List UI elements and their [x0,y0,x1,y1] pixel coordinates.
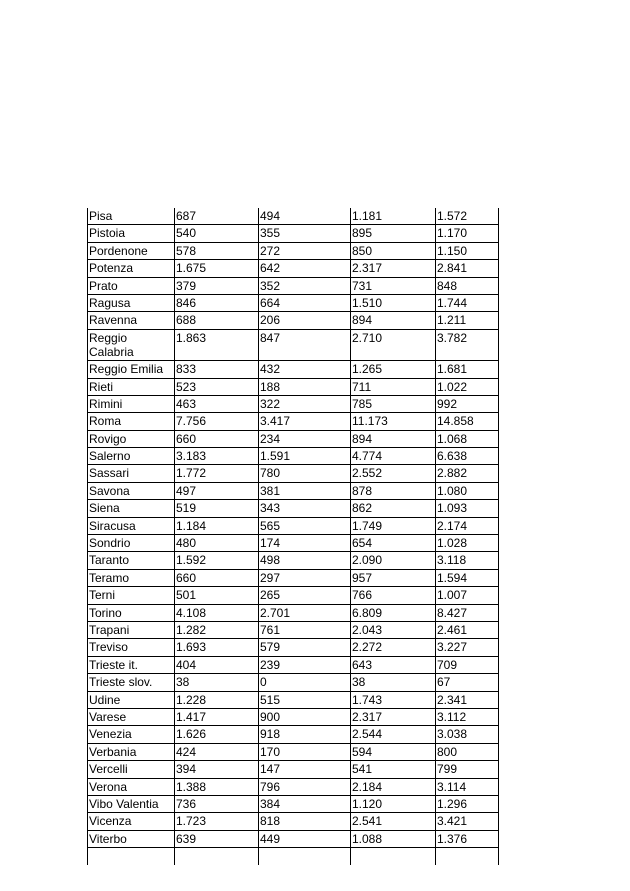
province-cell: Treviso [88,639,175,656]
table-row [88,726,499,743]
province-cell: Taranto [88,552,175,569]
value-cell-1: 688 [175,312,259,329]
value-cell-3: 2.541 [351,813,436,830]
table-row [88,500,499,517]
value-cell-4: 1.022 [436,378,499,395]
empty-row [88,848,499,866]
table-row [88,242,499,259]
value-cell-4: 1.028 [436,535,499,552]
value-cell-3: 2.090 [351,552,436,569]
province-cell: Vibo Valentia [88,795,175,812]
value-cell-3: 2.710 [351,329,436,360]
value-cell-4: 2.341 [436,691,499,708]
value-cell-4: 1.007 [436,587,499,604]
table-row [88,743,499,760]
table-row [88,413,499,430]
table-row [88,708,499,725]
empty-cell [436,848,499,866]
value-cell-1: 1.417 [175,708,259,725]
value-cell-4: 3.114 [436,778,499,795]
value-cell-4: 800 [436,743,499,760]
table-row [88,395,499,412]
value-cell-4: 2.461 [436,621,499,638]
table-row [88,312,499,329]
value-cell-3: 38 [351,674,436,691]
empty-cell [175,848,259,866]
value-cell-4: 2.174 [436,517,499,534]
value-cell-3: 894 [351,430,436,447]
table-row [88,430,499,447]
province-cell: Vicenza [88,813,175,830]
value-cell-1: 480 [175,535,259,552]
value-cell-3: 2.184 [351,778,436,795]
value-cell-2: 642 [259,260,351,277]
value-cell-1: 1.863 [175,329,259,360]
value-cell-1: 1.772 [175,465,259,482]
value-cell-1: 833 [175,361,259,378]
table-row [88,761,499,778]
value-cell-4: 1.068 [436,430,499,447]
table-row [88,656,499,673]
province-cell: Ragusa [88,294,175,311]
empty-cell [259,848,351,866]
value-cell-1: 424 [175,743,259,760]
value-cell-3: 1.510 [351,294,436,311]
table-row [88,778,499,795]
table-row [88,277,499,294]
value-cell-2: 381 [259,482,351,499]
table-row [88,329,499,360]
value-cell-1: 523 [175,378,259,395]
value-cell-3: 766 [351,587,436,604]
value-cell-2: 355 [259,225,351,242]
value-cell-4: 1.744 [436,294,499,311]
value-cell-1: 497 [175,482,259,499]
value-cell-1: 1.184 [175,517,259,534]
province-cell: Torino [88,604,175,621]
province-cell: Pisa [88,208,175,225]
value-cell-1: 1.626 [175,726,259,743]
value-cell-2: 265 [259,587,351,604]
province-cell: Trieste slov. [88,674,175,691]
value-cell-3: 1.743 [351,691,436,708]
table-row [88,465,499,482]
value-cell-4: 8.427 [436,604,499,621]
province-cell: Roma [88,413,175,430]
value-cell-3: 1.749 [351,517,436,534]
value-cell-4: 709 [436,656,499,673]
province-cell: Siena [88,500,175,517]
value-cell-3: 594 [351,743,436,760]
value-cell-3: 541 [351,761,436,778]
value-cell-3: 2.544 [351,726,436,743]
value-cell-4: 3.038 [436,726,499,743]
value-cell-1: 846 [175,294,259,311]
value-cell-2: 579 [259,639,351,656]
value-cell-3: 654 [351,535,436,552]
value-cell-3: 878 [351,482,436,499]
value-cell-4: 1.170 [436,225,499,242]
value-cell-2: 384 [259,795,351,812]
value-cell-2: 2.701 [259,604,351,621]
table-row [88,639,499,656]
value-cell-2: 170 [259,743,351,760]
value-cell-1: 1.723 [175,813,259,830]
value-cell-1: 3.183 [175,448,259,465]
table-row [88,448,499,465]
value-cell-4: 992 [436,395,499,412]
value-cell-4: 1.572 [436,208,499,225]
value-cell-1: 540 [175,225,259,242]
province-cell: Sondrio [88,535,175,552]
value-cell-1: 660 [175,569,259,586]
value-cell-4: 3.782 [436,329,499,360]
value-cell-1: 7.756 [175,413,259,430]
value-cell-3: 1.265 [351,361,436,378]
value-cell-1: 519 [175,500,259,517]
province-cell: Siracusa [88,517,175,534]
value-cell-1: 394 [175,761,259,778]
table-row [88,378,499,395]
value-cell-2: 847 [259,329,351,360]
value-cell-1: 1.282 [175,621,259,638]
value-cell-4: 1.211 [436,312,499,329]
value-cell-4: 3.421 [436,813,499,830]
value-cell-3: 2.317 [351,260,436,277]
value-cell-2: 818 [259,813,351,830]
province-cell: Pistoia [88,225,175,242]
value-cell-4: 67 [436,674,499,691]
province-cell: Verbania [88,743,175,760]
value-cell-2: 780 [259,465,351,482]
table-row [88,621,499,638]
value-cell-1: 1.388 [175,778,259,795]
province-cell: Rovigo [88,430,175,447]
table-row [88,813,499,830]
province-cell: Sassari [88,465,175,482]
table-row [88,260,499,277]
value-cell-1: 639 [175,830,259,847]
value-cell-2: 796 [259,778,351,795]
table-row [88,587,499,604]
value-cell-2: 900 [259,708,351,725]
value-cell-2: 297 [259,569,351,586]
province-cell: Savona [88,482,175,499]
table-row [88,294,499,311]
value-cell-3: 2.043 [351,621,436,638]
value-cell-3: 1.181 [351,208,436,225]
value-cell-3: 731 [351,277,436,294]
value-cell-2: 0 [259,674,351,691]
table-row [88,795,499,812]
value-cell-4: 3.112 [436,708,499,725]
value-cell-1: 4.108 [175,604,259,621]
table-row [88,361,499,378]
value-cell-2: 352 [259,277,351,294]
province-cell: Varese [88,708,175,725]
value-cell-2: 322 [259,395,351,412]
value-cell-4: 799 [436,761,499,778]
value-cell-1: 38 [175,674,259,691]
value-cell-3: 6.809 [351,604,436,621]
value-cell-1: 578 [175,242,259,259]
value-cell-2: 147 [259,761,351,778]
table-row [88,830,499,847]
value-cell-3: 2.317 [351,708,436,725]
value-cell-2: 234 [259,430,351,447]
value-cell-1: 463 [175,395,259,412]
value-cell-2: 432 [259,361,351,378]
province-cell: Prato [88,277,175,294]
value-cell-3: 2.552 [351,465,436,482]
value-cell-3: 895 [351,225,436,242]
value-cell-1: 736 [175,795,259,812]
empty-cell [351,848,436,866]
value-cell-4: 1.594 [436,569,499,586]
table-row [88,535,499,552]
value-cell-1: 501 [175,587,259,604]
province-cell: Pordenone [88,242,175,259]
table-row [88,674,499,691]
value-cell-1: 1.592 [175,552,259,569]
value-cell-3: 957 [351,569,436,586]
value-cell-4: 2.841 [436,260,499,277]
table-body [88,208,499,865]
value-cell-4: 1.296 [436,795,499,812]
value-cell-2: 188 [259,378,351,395]
province-cell: Rimini [88,395,175,412]
value-cell-1: 687 [175,208,259,225]
value-cell-2: 664 [259,294,351,311]
province-cell: Rieti [88,378,175,395]
value-cell-2: 918 [259,726,351,743]
value-cell-4: 1.681 [436,361,499,378]
value-cell-1: 379 [175,277,259,294]
table-row [88,208,499,225]
value-cell-2: 3.417 [259,413,351,430]
value-cell-4: 14.858 [436,413,499,430]
table-row [88,517,499,534]
value-cell-4: 1.093 [436,500,499,517]
value-cell-3: 862 [351,500,436,517]
province-cell: Udine [88,691,175,708]
province-cell: Trapani [88,621,175,638]
province-cell: Reggio Emilia [88,361,175,378]
table-row [88,569,499,586]
value-cell-3: 850 [351,242,436,259]
province-cell: Terni [88,587,175,604]
province-cell: Reggio Calabria [88,329,175,360]
value-cell-4: 3.227 [436,639,499,656]
value-cell-4: 1.080 [436,482,499,499]
value-cell-2: 494 [259,208,351,225]
table-row [88,691,499,708]
province-cell: Vercelli [88,761,175,778]
data-table [87,208,499,865]
value-cell-2: 206 [259,312,351,329]
value-cell-2: 343 [259,500,351,517]
value-cell-4: 3.118 [436,552,499,569]
value-cell-3: 2.272 [351,639,436,656]
province-cell: Potenza [88,260,175,277]
table-row [88,552,499,569]
value-cell-3: 894 [351,312,436,329]
value-cell-4: 2.882 [436,465,499,482]
value-cell-1: 1.675 [175,260,259,277]
value-cell-3: 1.120 [351,795,436,812]
value-cell-4: 6.638 [436,448,499,465]
value-cell-1: 404 [175,656,259,673]
value-cell-3: 4.774 [351,448,436,465]
value-cell-4: 1.150 [436,242,499,259]
value-cell-2: 761 [259,621,351,638]
value-cell-2: 565 [259,517,351,534]
value-cell-2: 272 [259,242,351,259]
province-cell: Venezia [88,726,175,743]
table-row [88,225,499,242]
value-cell-4: 1.376 [436,830,499,847]
value-cell-3: 785 [351,395,436,412]
table-row [88,482,499,499]
province-cell: Verona [88,778,175,795]
table-row [88,604,499,621]
value-cell-2: 449 [259,830,351,847]
value-cell-2: 174 [259,535,351,552]
value-cell-4: 848 [436,277,499,294]
province-cell: Teramo [88,569,175,586]
province-cell: Ravenna [88,312,175,329]
value-cell-3: 711 [351,378,436,395]
value-cell-2: 1.591 [259,448,351,465]
value-cell-1: 660 [175,430,259,447]
value-cell-1: 1.228 [175,691,259,708]
value-cell-2: 515 [259,691,351,708]
value-cell-3: 1.088 [351,830,436,847]
province-cell: Salerno [88,448,175,465]
value-cell-3: 11.173 [351,413,436,430]
value-cell-1: 1.693 [175,639,259,656]
province-cell: Trieste it. [88,656,175,673]
empty-cell [88,848,175,866]
value-cell-2: 239 [259,656,351,673]
value-cell-3: 643 [351,656,436,673]
province-cell: Viterbo [88,830,175,847]
value-cell-2: 498 [259,552,351,569]
